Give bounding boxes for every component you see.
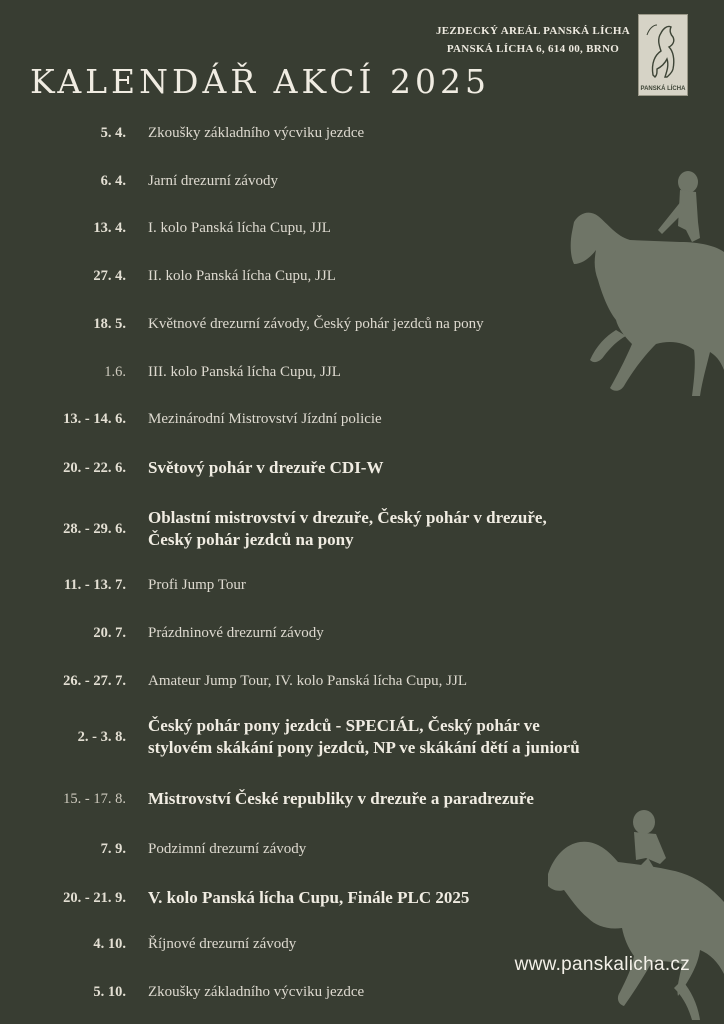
event-name-line-2: Český pohár jezdců na pony (148, 530, 354, 549)
venue-address: PANSKÁ LÍCHA 6, 614 00, BRNO (446, 43, 620, 55)
event-name (148, 507, 547, 551)
event-date: 28. - 29. 6. (63, 520, 126, 537)
event-row (0, 785, 690, 813)
event-name: Jarní drezurní závody (148, 173, 278, 189)
event-row (0, 454, 690, 482)
event-name: Profi Jump Tour (148, 577, 246, 593)
event-name: III. kolo Panská lícha Cupu, JJL (148, 364, 341, 380)
venue-name: JEZDECKÝ AREÁL PANSKÁ LÍCHA (435, 25, 630, 37)
event-name: V. kolo Panská lícha Cupu, Finále PLC 2025 (148, 888, 470, 907)
event-date: 27. 4. (93, 267, 126, 284)
event-row (0, 836, 690, 862)
event-date: 11. - 13. 7. (63, 576, 126, 593)
event-date: 1.6. (104, 363, 126, 380)
event-name: Zkoušky základního výcviku jezdce (148, 984, 365, 1000)
event-date: 18. 5. (93, 315, 126, 332)
event-row (0, 215, 690, 241)
event-row (0, 311, 690, 337)
event-row (0, 979, 690, 1005)
page-title: KALENDÁŘ AKCÍ 2025 (30, 62, 491, 101)
event-date: 7. 9. (100, 840, 126, 857)
event-name: Prázdninové drezurní závody (148, 625, 324, 641)
event-date: 20. - 21. 9. (63, 889, 126, 906)
event-row (0, 714, 690, 760)
event-date: 15. - 17. 8. (63, 790, 126, 807)
event-date: 6. 4. (100, 172, 126, 189)
event-name: Amateur Jump Tour, IV. kolo Panská lícha Cupu, JJL (148, 673, 468, 689)
event-name: Podzimní drezurní závody (148, 841, 307, 857)
event-row (0, 120, 690, 146)
event-row (0, 359, 690, 385)
event-row (0, 168, 690, 194)
event-date: 13. - 14. 6. (63, 410, 126, 427)
event-name: Říjnové drezurní závody (148, 936, 297, 952)
event-date: 4. 10. (93, 935, 126, 952)
event-row (0, 506, 690, 552)
event-date: 20. - 22. 6. (63, 459, 126, 476)
event-name: II. kolo Panská lícha Cupu, JJL (148, 268, 336, 284)
event-name-line-1: Oblastní mistrovství v drezuře, Český pohár v drezuře, (148, 508, 547, 527)
event-name: Mezinárodní Mistrovství Jízdní policie (148, 411, 382, 427)
event-row (0, 263, 690, 289)
event-date: 5. 4. (100, 124, 126, 141)
event-name: Květnové drezurní závody, Český pohár jezdců na pony (148, 316, 484, 332)
event-name: Zkoušky základního výcviku jezdce (148, 125, 365, 141)
event-row (0, 884, 690, 912)
event-date: 26. - 27. 7. (63, 672, 126, 689)
event-name-line-2: stylovém skákání pony jezdců, NP ve skákání dětí a juniorů (148, 738, 580, 757)
event-name-line-1: Český pohár pony jezdců - SPECIÁL, Český pohár ve (148, 716, 540, 735)
website-link[interactable]: www.panskalicha.cz (514, 954, 690, 975)
event-name (148, 715, 580, 759)
event-date: 2. - 3. 8. (77, 728, 126, 745)
event-date: 13. 4. (93, 219, 126, 236)
event-date: 20. 7. (93, 624, 126, 641)
event-date: 5. 10. (93, 983, 126, 1000)
logo-caption: PANSKÁ LÍCHA (640, 86, 686, 92)
event-name: Světový pohár v drezuře CDI-W (148, 458, 384, 477)
event-row (0, 406, 690, 432)
event-name: Mistrovství České republiky v drezuře a paradrezuře (148, 789, 534, 808)
event-row (0, 620, 690, 646)
event-name: I. kolo Panská lícha Cupu, JJL (148, 220, 331, 236)
event-row (0, 572, 690, 598)
event-row (0, 668, 690, 694)
